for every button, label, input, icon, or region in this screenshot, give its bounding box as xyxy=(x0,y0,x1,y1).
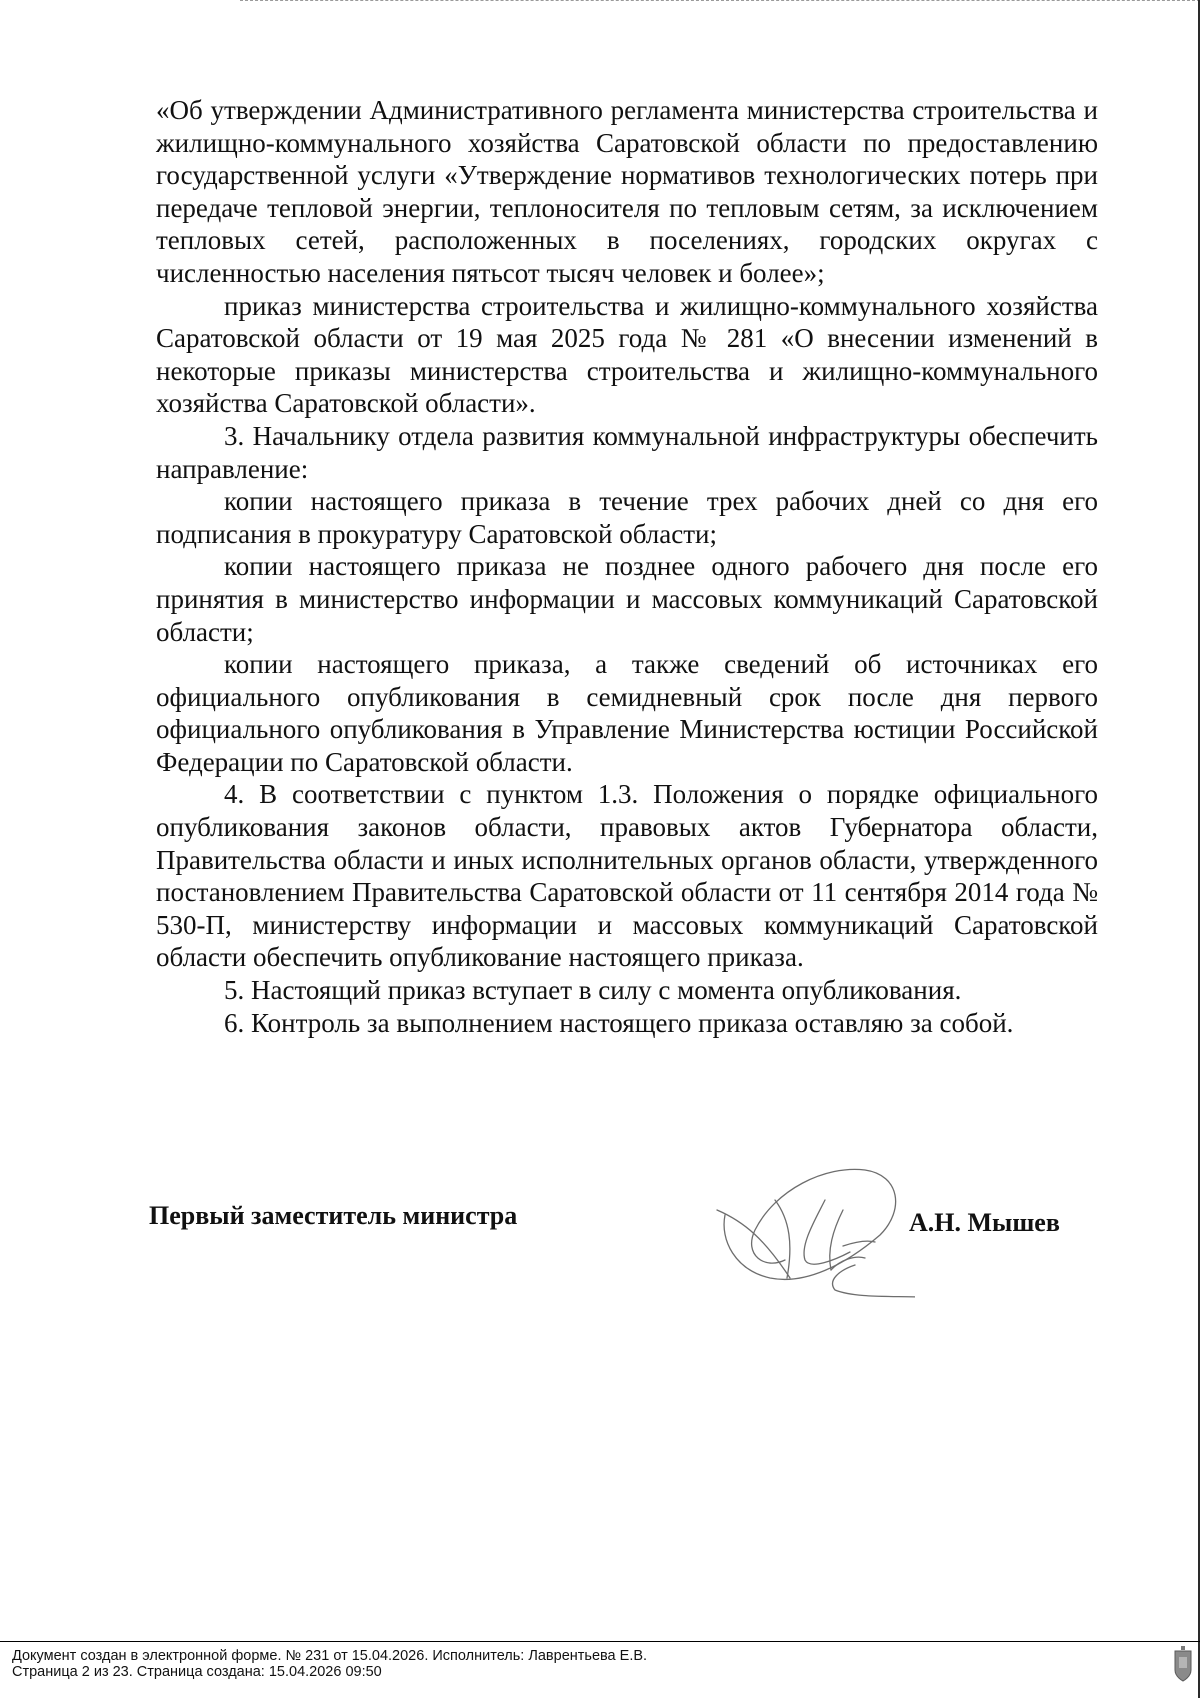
paragraph-6: копии настоящего приказа, а также сведений об источниках его официального опубликования в семидневный срок после дня первого официального опубликования в Управление Министерства юстиции Российской Федерации по Саратовской области. xyxy=(156,649,1098,777)
handwritten-signature-icon xyxy=(715,1160,915,1310)
paragraph-1: «Об утверждении Административного регламента министерства строительства и жилищно-коммунального хозяйства Саратовской области по предоставлению государственной услуги «Утверждение нормативов технологических потерь при передаче тепловой энергии, теплоносителя по тепловым сетям, за исключением тепловых сетей, расположенных в поселениях, городских округах с численностью населения пятьсот тысяч человек и более»; xyxy=(156,95,1098,288)
paragraph-7: 4. В соответствии с пунктом 1.3. Положения о порядке официального опубликования законов области, правовых актов Губернатора области, Правительства области и иных исполнительных органов области, утвержденного постановлением Правительства Саратовской области от 11 сентября 2014 года № 530-П, министерству информации и массовых коммуникаций Саратовской области обеспечить опубликование настоящего приказа. xyxy=(156,779,1098,973)
footer-line-1: Документ создан в электронной форме. № 231 от 15.04.2026. Исполнитель: Лаврентьева Е.В. xyxy=(12,1648,648,1664)
footer-line-2: Страница 2 из 23. Страница создана: 15.04.2026 09:50 xyxy=(12,1664,382,1680)
paragraph-4: копии настоящего приказа в течение трех рабочих дней со дня его подписания в прокуратуру Саратовской области; xyxy=(156,486,1098,549)
paragraph-3: 3. Начальнику отдела развития коммунальной инфраструктуры обеспечить направление: xyxy=(156,420,1098,484)
document-body xyxy=(156,94,1098,1039)
signatory-name: А.Н. Мышев xyxy=(909,1208,1060,1237)
signatory-position: Первый заместитель министра xyxy=(149,1201,518,1230)
paragraph-2: приказ министерства строительства и жилищно-коммунального хозяйства Саратовской области от 19 мая 2025 года № 281 «О внесении изменений в некоторые приказы министерства строительства и жилищно-коммунального хозяйства Саратовской области». xyxy=(156,290,1098,419)
page-top-edge xyxy=(240,0,1200,2)
paragraph-5: копии настоящего приказа не позднее одного рабочего дня после его принятия в министерство информации и массовых коммуникаций Саратовской области; xyxy=(156,551,1098,647)
coat-of-arms-icon xyxy=(1172,1646,1194,1682)
document-footer xyxy=(12,1648,647,1680)
paragraph-8: 5. Настоящий приказ вступает в силу с момента опубликования. xyxy=(224,975,962,1006)
footer-divider xyxy=(0,1641,1200,1642)
paragraph-9: 6. Контроль за выполнением настоящего приказа оставляю за собой. xyxy=(224,1007,1014,1038)
